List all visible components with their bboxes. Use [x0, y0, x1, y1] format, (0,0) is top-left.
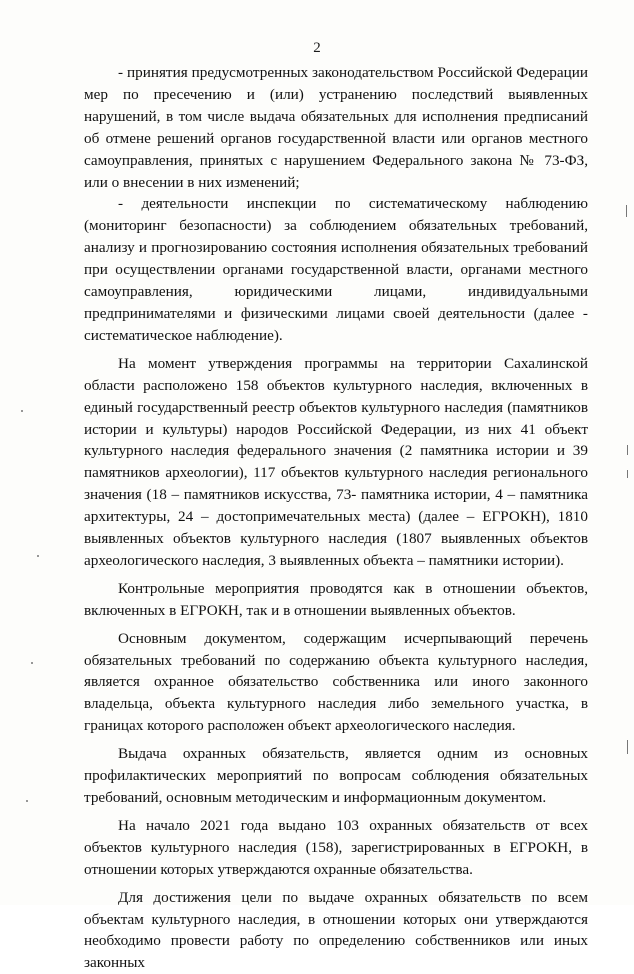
paragraph-goal: Для достижения цели по выдаче охранных обязательств по всем объектам культурного наследия, в отношении которых они утверждаются необходимо провести работу по определению собственников или иных законных	[84, 888, 588, 972]
scan-edge-mark	[627, 740, 628, 754]
paragraph-control-measures: Контрольные мероприятия проводятся как в отношении объектов, включенных в ЕГРОКН, так и в отношении выявленных объектов.	[84, 579, 588, 619]
document-body	[84, 62, 588, 974]
scan-edge-mark	[626, 205, 627, 217]
page-number: 2	[313, 40, 321, 56]
paragraph-issuing-obligations: Выдача охранных обязательств, является одним из основных профилактических мероприятий по вопросам соблюдения обязательных требований, основным методическим и информационным документом.	[84, 745, 588, 806]
paragraph-issued-count: На начало 2021 года выдано 103 охранных обязательств от всех объектов культурного наследия (158), зарегистрированных в ЕГРОКН, в отношении которых утверждаются охранные обязательства.	[84, 816, 588, 878]
scan-edge-mark	[627, 445, 628, 455]
scan-speck	[21, 410, 23, 412]
paragraph-main-document: Основным документом, содержащим исчерпывающий перечень обязательных требований по содержанию объекта культурного наследия, является охранное обязательство собственника или иного законного владельца, объекта культурного наследия либо земельного участка, в границах которого расположен объект археологического наследия.	[84, 629, 588, 735]
scan-speck	[26, 800, 28, 802]
paragraph-violation-measures: - принятия предусмотренных законодательством Российской Федерации мер по пресечению и (или) устранению последствий выявленных нарушений, в том числе выдача обязательных для исполнения предписаний об отмене решений органов государственной власти или органов местного самоуправления, принятых с нарушением Федерального закона № 73-ФЗ, или о внесении в них изменений;	[84, 64, 588, 191]
paragraph-heritage-objects-count: На момент утверждения программы на территории Сахалинской области расположено 158 объектов культурного наследия, включенных в единый государственный реестр объектов культурного наследия (памятников истории и культуры) народов Российской Федерации, из них 41 объект культурного наследия федерального значения (2 памятника истории и 39 памятников археологии), 117 объектов культурного наследия регионального значения (18 – памятников искусства, 73- памятника истории, 4 – памятника архитектуры, 24 – достопримечательных места) (далее – ЕГРОКН), 1810 выявленных объектов культурного наследия (1807 выявленных объектов археологического наследия, 3 выявленных объекта – памятники истории).	[84, 354, 588, 569]
scan-speck	[37, 555, 39, 557]
paragraph-systematic-monitoring: - деятельности инспекции по систематическому наблюдению (мониторинг безопасности) за соблюдением обязательных требований, анализу и прогнозированию состояния исполнения обязательных требований при осуществлении органами государственной власти, органами местного самоуправления, юридическими лицами, индивидуальными предпринимателями и физическими лицами своей деятельности (далее - систематическое наблюдение).	[84, 195, 588, 344]
scan-speck	[31, 662, 33, 664]
scan-edge-mark	[627, 470, 628, 478]
